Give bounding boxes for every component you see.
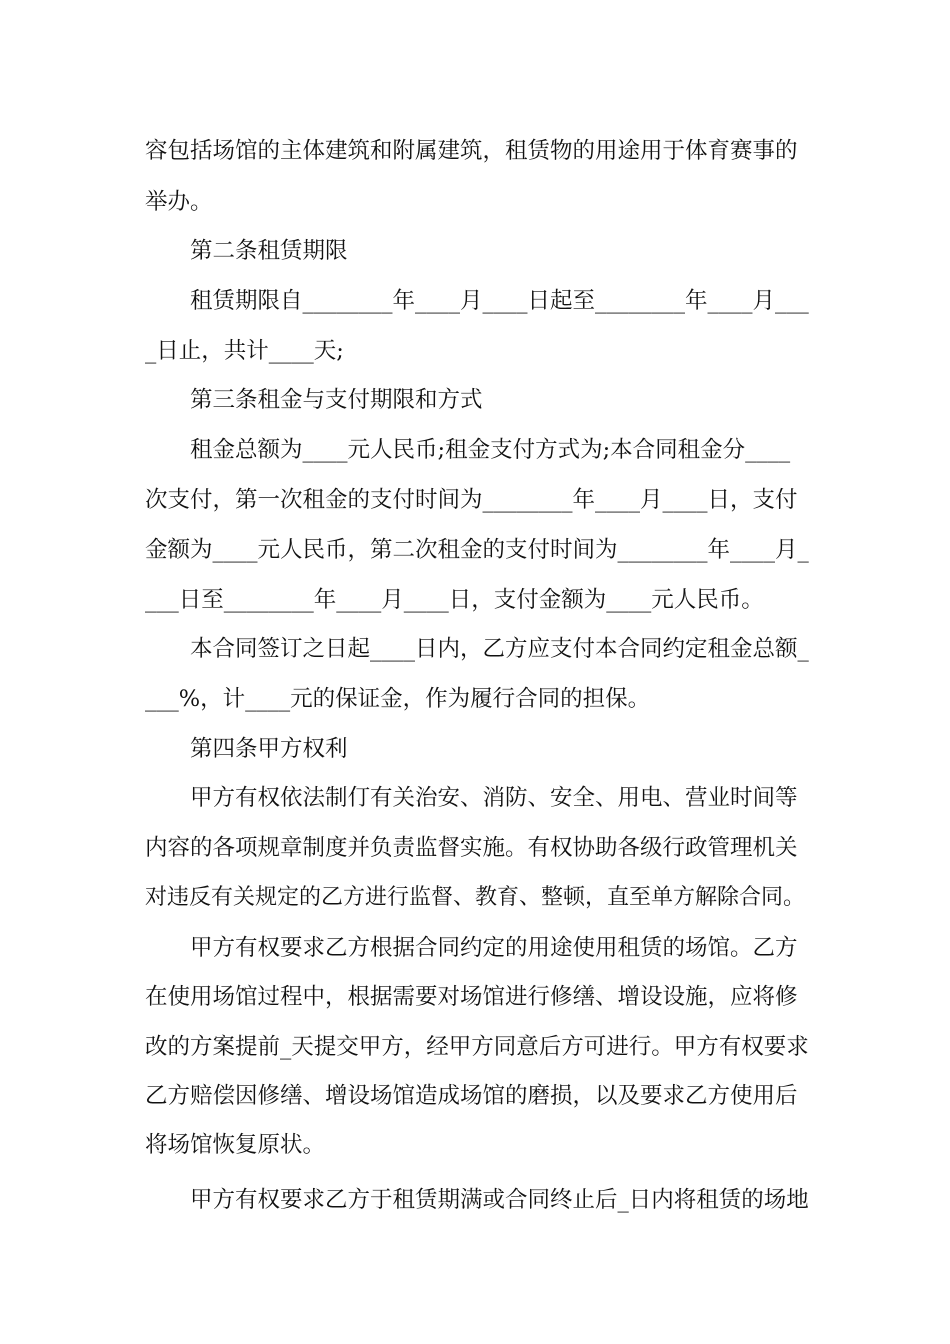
text-line: 次支付，第一次租金的支付时间为________年____月____日，支付 bbox=[145, 487, 798, 513]
text-line: 改的方案提前_天提交甲方，经甲方同意后方可进行。甲方有权要求 bbox=[145, 1034, 809, 1060]
section-heading: 第四条甲方权利 bbox=[190, 736, 348, 762]
section-heading: 第二条租赁期限 bbox=[190, 238, 348, 264]
text-line: 乙方赔偿因修缮、增设场馆造成场馆的磨损，以及要求乙方使用后 bbox=[145, 1083, 798, 1109]
text-line: 甲方有权要求乙方根据合同约定的用途使用租赁的场馆。乙方 bbox=[190, 935, 798, 961]
text-line: 对违反有关规定的乙方进行监督、教育、整顿，直至单方解除合同。 bbox=[145, 885, 806, 910]
text-line: 在使用场馆过程中，根据需要对场馆进行修缮、增设设施，应将修 bbox=[145, 984, 798, 1010]
text-line: _日止，共计____天; bbox=[145, 338, 344, 364]
text-line: 甲方有权依法制仃有关治安、消防、安全、用电、营业时间等 bbox=[190, 785, 798, 811]
text-line: 租赁期限自________年____月____日起至________年____月___ bbox=[190, 288, 809, 314]
section-heading: 第三条租金与支付期限和方式 bbox=[190, 387, 483, 413]
text-line: 容包括场馆的主体建筑和附属建筑，租赁物的用途用于体育赛事的 bbox=[145, 138, 798, 164]
text-line: ___%，计____元的保证金，作为履行合同的担保。 bbox=[145, 686, 651, 712]
text-line: 内容的各项规章制度并负责监督实施。有权协助各级行政管理机关 bbox=[145, 835, 798, 861]
text-line: 本合同签订之日起____日内，乙方应支付本合同约定租金总额_ bbox=[190, 636, 809, 662]
text-line: 金额为____元人民币，第二次租金的支付时间为________年____月_ bbox=[145, 537, 809, 563]
text-line: 举办。 bbox=[145, 189, 213, 215]
text-line: 租金总额为____元人民币;租金支付方式为;本合同租金分____ bbox=[190, 437, 791, 463]
text-line: 甲方有权要求乙方于租赁期满或合同终止后_日内将租赁的场地 bbox=[190, 1187, 809, 1213]
text-line: 将场馆恢复原状。 bbox=[145, 1132, 326, 1158]
text-line: ___日至________年____月____日，支付金额为____元人民币。 bbox=[145, 587, 764, 613]
